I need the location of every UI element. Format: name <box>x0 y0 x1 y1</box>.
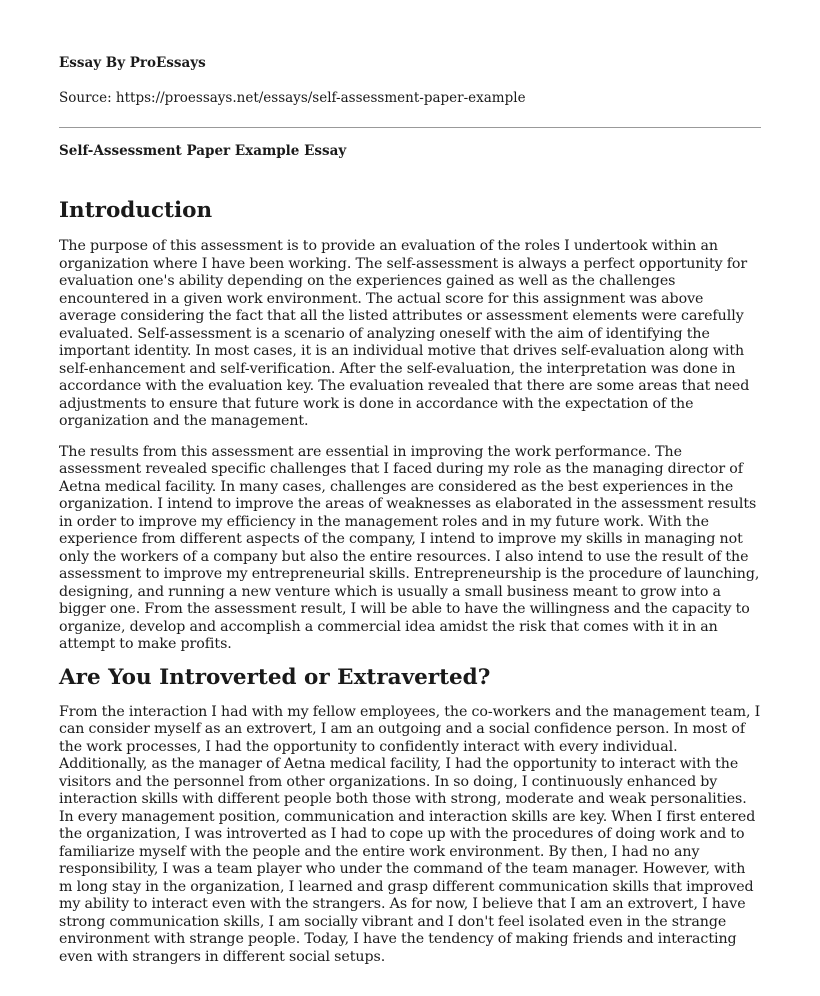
paragraph: The purpose of this assessment is to provide an evaluation of the roles I undertook within an organization where I have been working. The self-assessment is always a perfect opportunity for evaluation one's ability depending on the experiences gained as well as the challenges encountered in a given work environment. The actual score for this assignment was above average considering the fact that all the listed attributes or assessment elements were carefully evaluated. Self-assessment is a scenario of analyzing oneself with the aim of identifying the important identity. In most cases, it is an individual motive that drives self-evaluation along with self-enhancement and self-verification. After the self-evaluation, the interpretation was done in accordance with the evaluation key. The evaluation revealed that there are some areas that need adjustments to ensure that future work is done in accordance with the expectation of the organization and the management. <box>59 238 750 429</box>
header-divider <box>59 127 761 128</box>
section-heading-introduction: Introduction <box>59 198 213 223</box>
paragraph: From the interaction I had with my fellow employees, the co-workers and the management team, I can consider myself as an extrovert, I am an outgoing and a social confidence person. In most of the work processes, I had the opportunity to confidently interact with every individual. Additionally, as the manager of Aetna medical facility, I had the opportunity to interact with the visitors and the personnel from other organizations. In so doing, I continuously enhanced by interaction skills with different people both those with strong, moderate and weak personalities. In every management position, communication and interaction skills are key. When I first entered the organization, I was introverted as I had to cope up with the procedures of doing work and to familiarize myself with the people and the entire work environment. By then, I had no any responsibility, I was a team player who under the command of the team manager. However, with m long stay in the organization, I learned and grasp different communication skills that improved my ability to interact even with the strangers. As for now, I believe that I am an extrovert, I have strong communication skills, I am socially vibrant and I don't feel isolated even in the strange environment with strange people. Today, I have the tendency of making friends and interacting even with strangers in different social setups. <box>59 703 761 965</box>
section-heading-introverted-extraverted: Are You Introverted or Extraverted? <box>59 664 491 690</box>
document-title: Self-Assessment Paper Example Essay <box>59 143 347 159</box>
paragraph: The results from this assessment are essential in improving the work performance. The assessment revealed specific challenges that I faced during my role as the managing director of Aetna medical facility. In many cases, challenges are considered as the best experiences in the organization. I intend to improve the areas of weaknesses as elaborated in the assessment results in order to improve my efficiency in the management roles and in my future work. With the experience from different aspects of the company, I intend to improve my skills in managing not only the workers of a company but also the entire resources. I also intend to use the result of the assessment to improve my entrepreneurial skills. Entrepreneurship is the procedure of launching, designing, and running a new venture which is usually a small business meant to grow into a bigger one. From the assessment result, I will be able to have the willingness and the capacity to organize, develop and accomplish a commercial idea amidst the risk that comes with it in an attempt to make profits. <box>59 443 760 652</box>
source-line: Source: https://proessays.net/essays/self-assessment-paper-example <box>59 90 526 106</box>
brand-name: Essay By ProEssays <box>59 55 206 71</box>
